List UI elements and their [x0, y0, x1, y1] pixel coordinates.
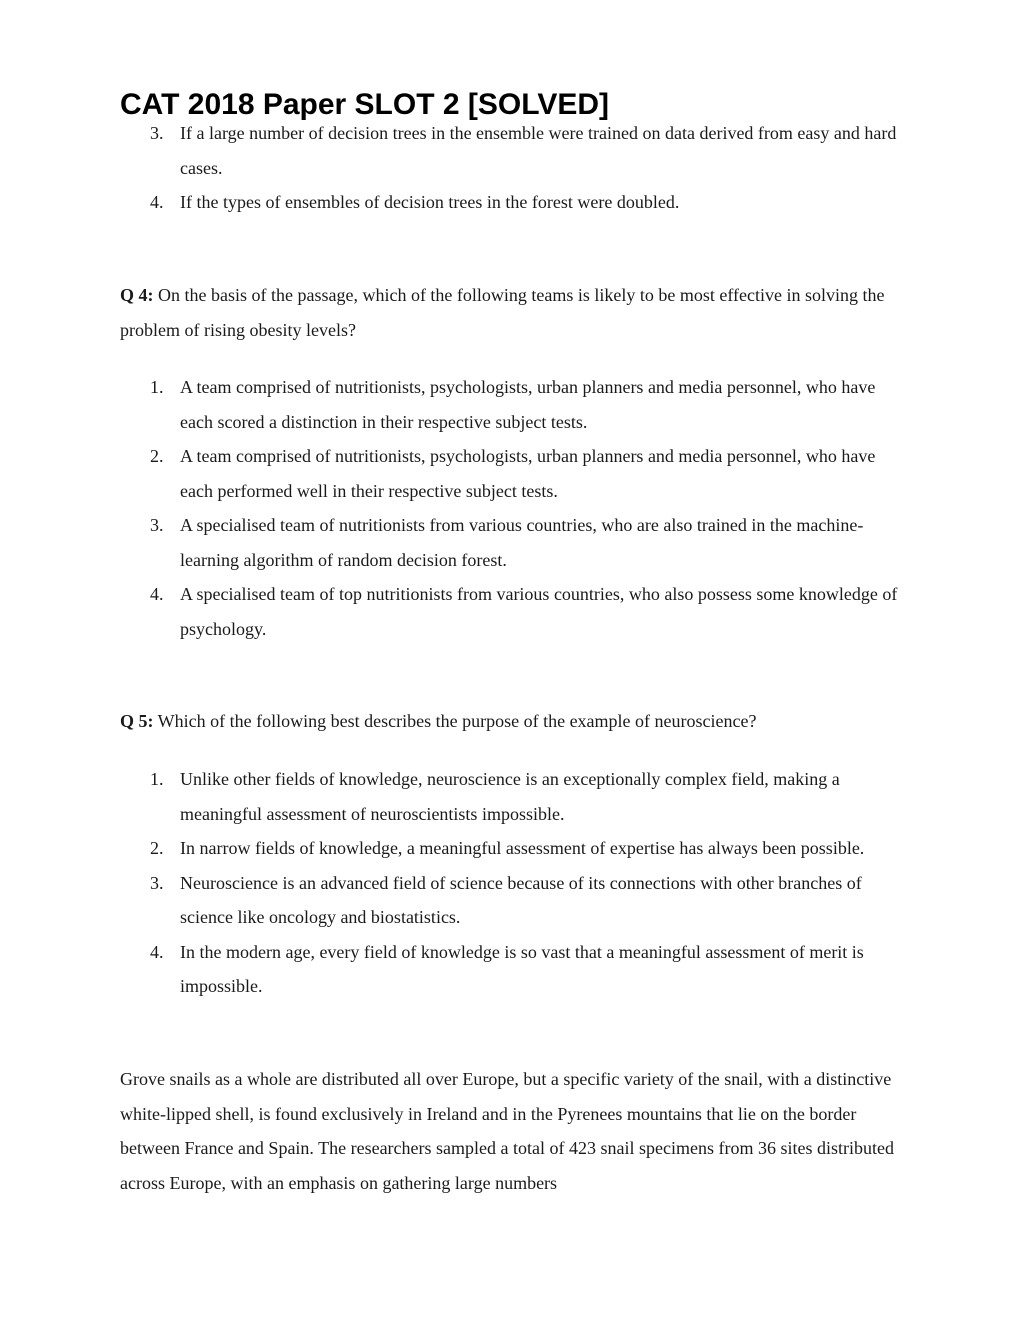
option-number: 4.: [150, 192, 164, 212]
option-text: Unlike other fields of knowledge, neuroscience is an exceptionally complex field, making a meaningful assessment of neuroscientists impossible.: [180, 769, 840, 824]
list-item: [0, 116, 910, 185]
option-text: Neuroscience is an advanced field of science because of its connections with other branches of science like oncology and biostatistics.: [180, 872, 862, 927]
list-item: [0, 370, 910, 439]
option-text: In narrow fields of knowledge, a meaningful assessment of expertise has always been possible.: [180, 838, 865, 858]
question-4-options: [0, 370, 1020, 646]
question-5-text: Which of the following best describes the purpose of the example of neuroscience?: [153, 711, 757, 731]
option-text: If the types of ensembles of decision trees in the forest were doubled.: [180, 192, 680, 212]
question-5-label: Q 5:: [120, 711, 154, 731]
option-text: In the modern age, every field of knowledge is so vast that a meaningful assessment of merit is impossible.: [180, 941, 864, 996]
question-5: [120, 704, 900, 739]
option-number: 1.: [150, 769, 164, 789]
passage-paragraph: Grove snails as a whole are distributed all over Europe, but a specific variety of the snail, with a distinctive white-lipped shell, is found exclusively in Ireland and in the Pyrenees mountains that lie on the border between France and Spain. The researchers sampled a total of 423 snail specimens from 36 sites distributed across Europe, with an emphasis on gathering large numbers: [120, 1069, 894, 1193]
list-item: [0, 508, 910, 577]
option-text: A team comprised of nutritionists, psychologists, urban planners and media personnel, who have each performed well in their respective subject tests.: [180, 446, 876, 501]
option-number: 3.: [150, 515, 164, 535]
list-item: [0, 831, 910, 866]
option-number: 4.: [150, 584, 164, 604]
option-text: A specialised team of top nutritionists from various countries, who also possess some knowledge of psychology.: [180, 584, 898, 639]
list-item: [0, 577, 910, 646]
option-text: If a large number of decision trees in the ensemble were trained on data derived from easy and hard cases.: [180, 123, 897, 178]
question-5-options-list: [0, 762, 1020, 1004]
option-number: 2.: [150, 446, 164, 466]
continued-options-list: [0, 116, 1020, 220]
question-4-text: On the basis of the passage, which of the following teams is likely to be most effective in solving the problem of rising obesity levels?: [120, 285, 885, 340]
question-4-label: Q 4:: [120, 285, 154, 305]
option-number: 4.: [150, 941, 164, 962]
list-item: [0, 185, 910, 220]
list-item: [0, 439, 910, 508]
list-item: [0, 762, 910, 831]
question-4-options-list: [0, 370, 1020, 646]
question-5-options: [0, 762, 1020, 1004]
option-number: 3.: [150, 872, 164, 893]
list-item: [0, 935, 910, 1004]
continued-options: [0, 116, 1020, 220]
option-text: A specialised team of nutritionists from various countries, who are also trained in the machine-learning algorithm of random decision forest.: [180, 515, 864, 570]
page-title: CAT 2018 Paper SLOT 2 [SOLVED]: [120, 88, 610, 121]
list-item: [0, 866, 910, 935]
option-number: 1.: [150, 377, 164, 397]
option-text: A team comprised of nutritionists, psychologists, urban planners and media personnel, who have each scored a distinction in their respective subject tests.: [180, 377, 876, 432]
option-number: 3.: [150, 123, 164, 143]
option-number: 2.: [150, 838, 164, 858]
question-4: [120, 278, 900, 347]
